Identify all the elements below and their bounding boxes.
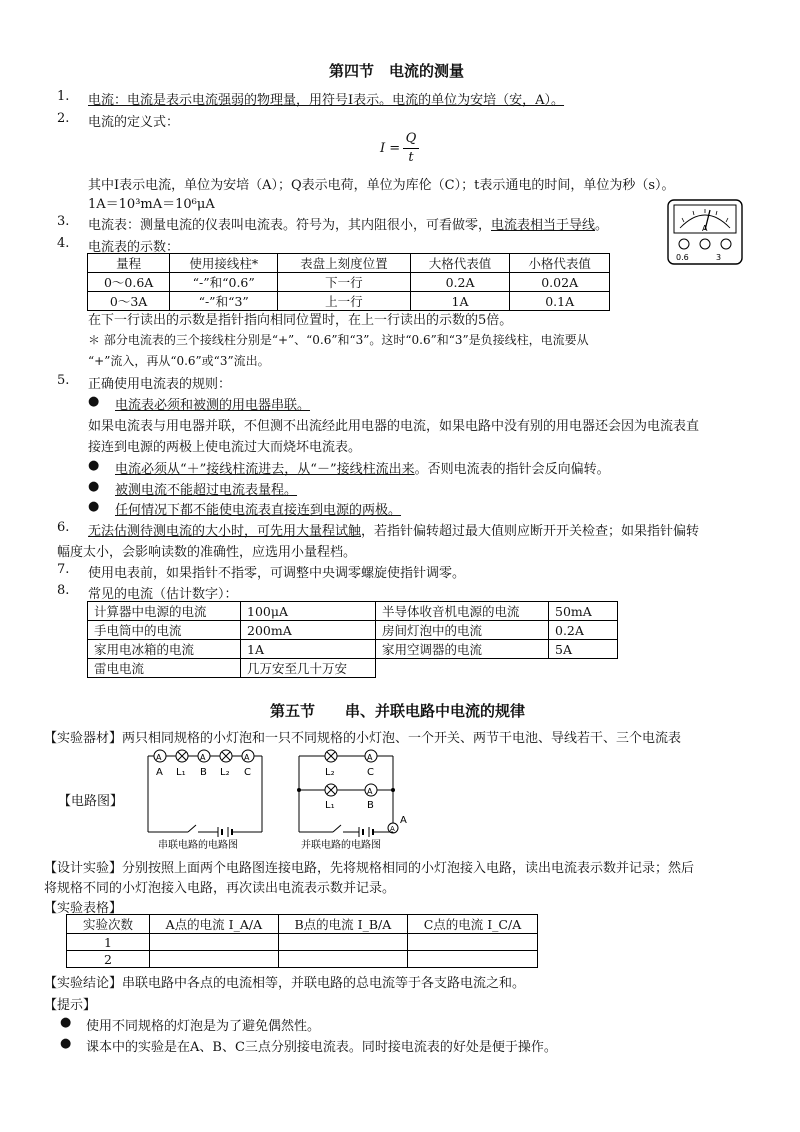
table-row [88,621,618,640]
formula-lhs: I = [380,141,401,156]
table-tag: 【实验表格】 [44,901,123,916]
item-3-end: 。 [595,218,609,233]
bullet-icon: ● [88,394,100,409]
parallel-point-B: B [367,800,374,811]
item-8-text: 常见的电流（估计数字）： [88,587,238,602]
equipment-text: 两只相同规格的小灯泡和一只不同规格的小灯泡、一个开关、两节干电池、导线若干、三个电流表 [122,731,682,746]
rule-2 [115,458,610,477]
series-point-B: B [200,767,207,778]
section-5-title: 第五节 串、并联电路中电流的规律 [270,702,526,720]
item-4-text: 电流表的示数： [88,240,180,255]
svg-text:A: A [367,787,373,796]
item-6-number: 6. [57,520,70,535]
table-cell[interactable] [150,934,279,951]
bullet-icon: ● [60,1036,72,1051]
table-cell: 雷电电流 [88,659,241,678]
bullet-icon: ● [88,479,100,494]
table-row [88,292,610,311]
formula-denominator: t [408,150,414,165]
table-cell: 5A [549,640,618,659]
table-cell[interactable] [150,951,279,968]
series-point-C: C [244,767,251,778]
table-cell: “-”和“3” [170,292,278,311]
table-cell[interactable] [278,934,407,951]
table-cell[interactable] [407,934,537,951]
design-text: 分别按照上面两个电路图连接电路，先将规格相同的小灯泡接入电路，读出电流表示数并记录；然后 [122,861,695,876]
design-line2: 将规格不同的小灯泡接入电路，再次读出电流表示数并记录。 [44,881,396,896]
bullet-icon: ● [88,499,100,514]
table-header-row [88,254,610,273]
svg-text:A: A [244,753,250,762]
common-currents-table [87,601,618,678]
table-row [88,602,618,621]
table-cell: 上一行 [278,292,411,311]
table-header-cell: 大格代表值 [410,254,510,273]
table-header-row [67,915,538,934]
formula-numerator: Q [405,131,417,146]
table-cell: 0.02A [510,273,610,292]
table-cell: 下一行 [278,273,411,292]
table-header-cell: 使用接线柱* [170,254,278,273]
table-cell: 0～0.6A [88,273,170,292]
parallel-caption: 并联电路的电路图 [301,840,381,851]
item-3-underlined: 电流表相当于导线 [491,218,596,233]
hint-2: 课本中的实验是在A、B、C三点分别接电流表。同时接电流表的好处是便于操作。 [86,1040,557,1055]
table-header-cell: 小格代表值 [510,254,610,273]
design-line1 [44,857,694,876]
table-header-cell: B点的电流 I_B/A [278,915,407,934]
table-cell[interactable] [278,951,407,968]
ammeter-reading-table [87,253,610,311]
table-row [67,934,538,951]
rule-1-explanation-line1: 如果电流表与用电器并联，不但测不出流经此用电器的电流，如果电路中没有别的用电器还会因为电流表直 [88,419,700,434]
table-header-cell: 表盘上刻度位置 [278,254,411,273]
svg-text:A: A [200,753,206,762]
item-8-number: 8. [57,583,70,598]
item-6-text [88,520,699,539]
series-lamp-L2: L₂ [220,767,230,778]
table-cell: 1A [241,640,376,659]
circuit-tag: 【电路图】 [58,794,124,809]
table-cell: 1 [67,934,150,951]
rule-1: 电流表必须和被测的用电器串联。 [115,398,311,413]
table-cell: 200mA [241,621,376,640]
table-header-cell: C点的电流 I_C/A [407,915,537,934]
table-cell: 100μA [241,602,376,621]
table-cell [376,659,549,678]
hint-tag: 【提示】 [44,998,97,1013]
series-point-A: A [156,767,163,778]
table-cell: 家用空调器的电流 [376,640,549,659]
fraction-bar [403,148,419,149]
item-6-rest: ，若指针偏转超过最大值则应断开开关检查；如果指针偏转 [361,524,700,539]
item-3-number: 3. [57,214,70,229]
table-row [88,640,618,659]
table-cell: “-”和“0.6” [170,273,278,292]
item-5-number: 5. [57,373,70,388]
rule-2-underlined: 电流必须从“＋”接线柱流进去，从“－”接线柱流出来 [115,462,415,477]
table-cell: 50mA [549,602,618,621]
rule-1-explanation-line2: 接连到电源的两极上使电流过大而烧坏电流表。 [88,440,362,455]
terminal-label-3: 3 [716,253,722,262]
svg-text:A: A [367,753,373,762]
hint-1: 使用不同规格的灯泡是为了避免偶然性。 [86,1019,321,1034]
terminal-label-0-6: 0.6 [676,253,689,262]
series-lamp-L1: L₁ [176,767,186,778]
item-7-number: 7. [57,562,70,577]
conclusion-tag: 【实验结论】 [44,976,123,991]
terminal-note-line1: ＊ 部分电流表的三个接线柱分别是“+”、“0.6”和“3”。这时“0.6”和“3”是负接线柱，电流要从 [88,333,589,347]
equipment-line [44,727,681,746]
table-header-cell: A点的电流 I_A/A [150,915,279,934]
design-tag: 【设计实验】 [44,861,123,876]
table-cell: 0.1A [510,292,610,311]
reading-note: 在下一行读出的示数是指针指向相同位置时，在上一行读出的示数的5倍。 [88,313,513,328]
table-cell: 计算器中电源的电流 [88,602,241,621]
item-1-text: 电流：电流是表示电流强弱的物理量，用符号I表示。电流的单位为安培（安，A）。 [88,93,565,108]
series-caption: 串联电路的电路图 [158,840,238,851]
series-circuit-diagram [140,745,270,851]
item-6-underlined: 无法估测待测电流的大小时，可先用大量程试触 [88,524,362,539]
svg-text:A: A [156,753,162,762]
parallel-lamp-L1: L₁ [325,800,335,811]
item-2-text: 电流的定义式： [88,115,180,130]
table-cell: 0～3A [88,292,170,311]
bullet-icon: ● [88,458,100,473]
section-4-title: 第四节 电流的测量 [329,62,465,80]
table-cell: 0.2A [549,621,618,640]
parallel-point-C: C [367,767,374,778]
table-cell: 几万安至几十万安 [241,659,376,678]
item-1-number: 1. [57,89,70,104]
item-4-number: 4. [57,236,70,251]
bullet-icon: ● [60,1015,72,1030]
item-3-main: 电流表：测量电流的仪表叫电流表。符号为，其内阻很小，可看做零， [88,218,492,233]
equipment-tag: 【实验器材】 [44,731,123,746]
ammeter-face-letter: A [702,224,708,233]
table-cell: 0.2A [410,273,510,292]
rule-4: 任何情况下都不能使电流表直接连到电源的两极。 [115,503,402,518]
table-header-cell: 量程 [88,254,170,273]
parallel-lamp-L2: L₂ [325,767,335,778]
table-row [67,951,538,968]
table-cell [549,659,618,678]
terminal-note-line2: “+”流入，再从“0.6”或“3”流出。 [88,354,270,368]
table-cell: 家用电冰箱的电流 [88,640,241,659]
conclusion-line [44,972,525,991]
table-cell: 1A [410,292,510,311]
rule-2-rest: 。否则电流表的指针会反向偏转。 [414,462,610,477]
table-cell: 2 [67,951,150,968]
ammeter-illustration [664,196,746,272]
table-cell: 半导体收音机电源的电流 [376,602,549,621]
table-row [88,273,610,292]
item-5-text: 正确使用电流表的规则： [88,377,232,392]
item-2-number: 2. [57,111,70,126]
item-3-text [88,214,608,233]
svg-text:A: A [390,825,395,833]
experiment-table [66,914,538,968]
item-7-text: 使用电表前，如果指针不指零，可调整中央调零螺旋使指针调零。 [88,566,466,581]
table-header-cell: 实验次数 [67,915,150,934]
conclusion-text: 串联电路中各点的电流相等，并联电路的总电流等于各支路电流之和。 [122,976,526,991]
table-row [88,659,618,678]
table-cell[interactable] [407,951,537,968]
item-6-line2: 幅度太小，会影响读数的准确性，应选用小量程档。 [57,545,357,560]
parallel-circuit-diagram [293,745,413,851]
unit-conversion: 1A＝10³mA＝10⁶μA [88,197,215,212]
table-cell: 房间灯泡中的电流 [376,621,549,640]
rule-3: 被测电流不能超过电流表量程。 [115,483,298,498]
item-2-explanation: 其中I表示电流，单位为安培（A）；Q表示电荷，单位为库伦（C）；t表示通电的时间，单位为秒（s）。 [88,178,675,193]
parallel-point-A: A [400,815,407,826]
table-cell: 手电筒中的电流 [88,621,241,640]
